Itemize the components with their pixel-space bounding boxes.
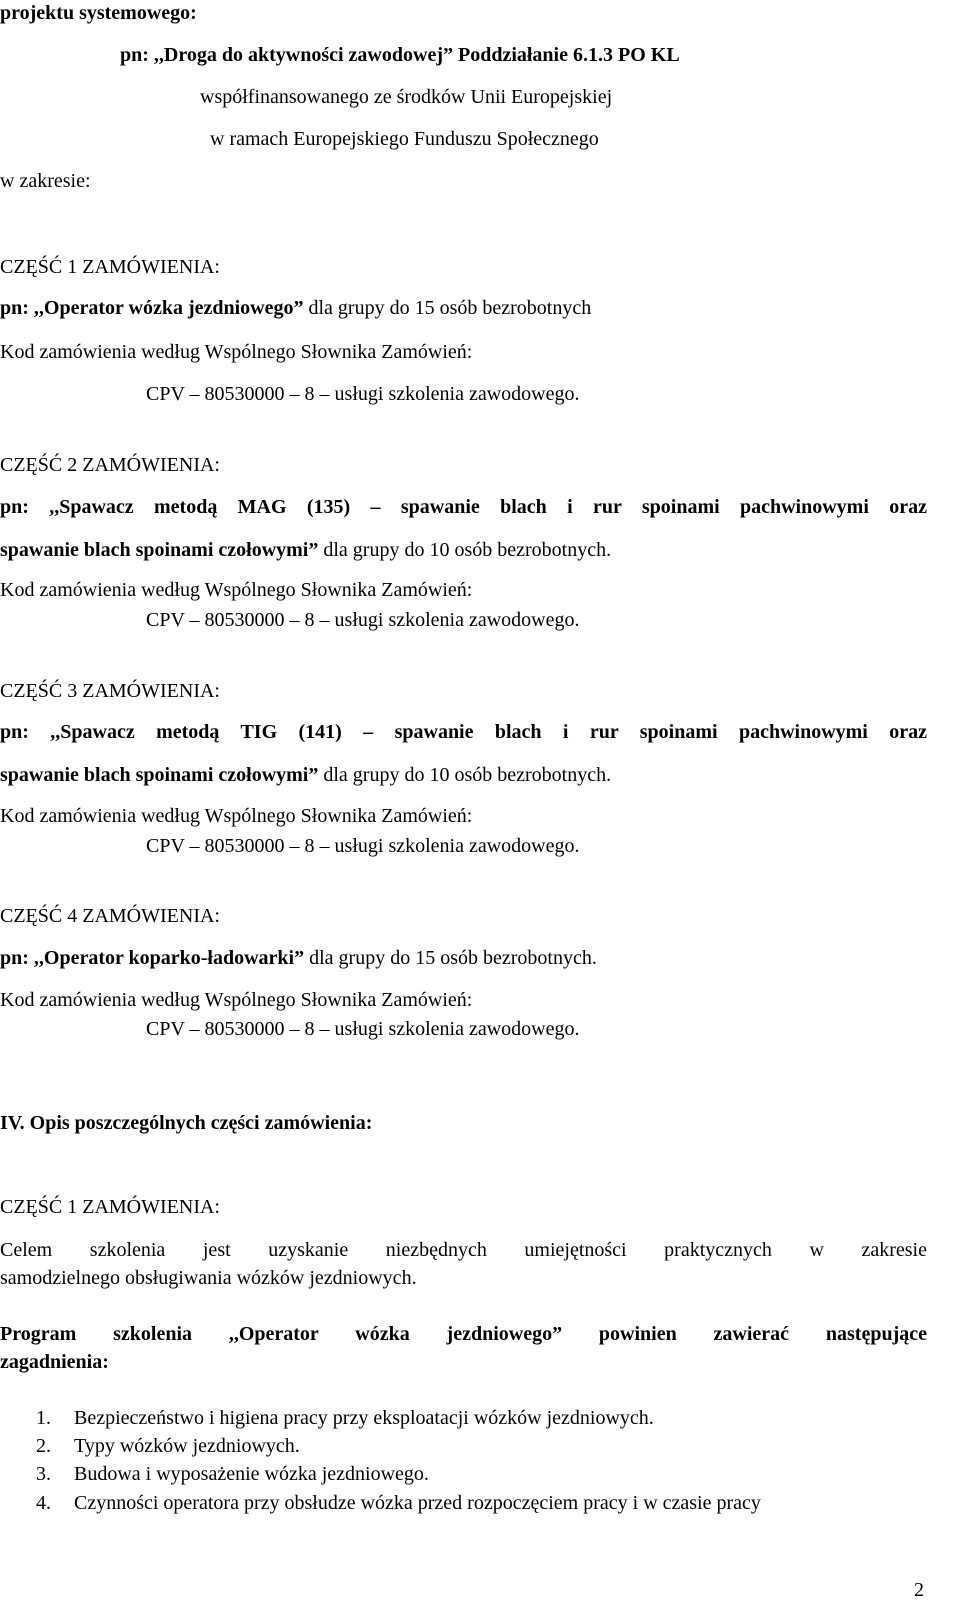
program-line1: Program szkolenia ,,Operator wózka jezdniowego” powinien zawierać następujące (0, 1323, 927, 1345)
part2-title-line2 (0, 540, 611, 560)
part3-heading: CZĘŚĆ 3 ZAMÓWIENIA: (0, 680, 220, 702)
section4-heading: IV. Opis poszczególnych części zamówienia: (0, 1112, 373, 1134)
part4-title-rest: dla grupy do 15 osób bezrobotnych. (304, 947, 597, 969)
goal-line1: Celem szkolenia jest uzyskanie niezbędnych umiejętności praktycznych w zakresie (0, 1239, 927, 1261)
fund-line: w ramach Europejskiego Funduszu Społecznego (210, 128, 599, 150)
list-item: Typy wózków jezdniowych. (74, 1435, 300, 1457)
cofinance-line: współfinansowanego ze środków Unii Europejskiej (200, 86, 613, 108)
part3-title-line2 (0, 765, 611, 785)
part4-cpv: CPV – 80530000 – 8 – usługi szkolenia zawodowego. (146, 1018, 580, 1040)
list-item: Czynności operatora przy obsłudze wózka przed rozpoczęciem pracy i w czasie pracy (74, 1492, 761, 1514)
page-number: 2 (914, 1579, 924, 1601)
list-item-number: 4. (36, 1492, 51, 1514)
scope-label: w zakresie: (0, 170, 91, 192)
project-name: pn: ,,Droga do aktywności zawodowej” Poddziałanie 6.1.3 PO KL (120, 44, 680, 66)
part1-title-bold: pn: ,,Operator wózka jezdniowego” (0, 297, 304, 319)
part3-code-label: Kod zamówienia według Wspólnego Słownika Zamówień: (0, 805, 473, 827)
part1-title (0, 298, 591, 318)
part4-code-label: Kod zamówienia według Wspólnego Słownika Zamówień: (0, 989, 473, 1011)
part2-line2-bold: spawanie blach spoinami czołowymi” (0, 539, 319, 561)
part4-title-bold: pn: ,,Operator koparko-ładowarki” (0, 947, 305, 969)
program-line2: zagadnienia: (0, 1351, 109, 1373)
list-item-number: 1. (36, 1407, 51, 1429)
part4-title (0, 948, 597, 968)
section4-part-heading: CZĘŚĆ 1 ZAMÓWIENIA: (0, 1196, 220, 1218)
part1-code-label: Kod zamówienia według Wspólnego Słownika Zamówień: (0, 341, 473, 363)
project-label: projektu systemowego: (0, 2, 197, 24)
part2-code-label: Kod zamówienia według Wspólnego Słownika Zamówień: (0, 579, 473, 601)
list-item-number: 2. (36, 1435, 51, 1457)
part4-heading: CZĘŚĆ 4 ZAMÓWIENIA: (0, 905, 220, 927)
part3-cpv: CPV – 80530000 – 8 – usługi szkolenia zawodowego. (146, 835, 580, 857)
part2-title-line1: pn: ,,Spawacz metodą MAG (135) – spawanie blach i rur spoinami pachwinowymi oraz (0, 496, 927, 518)
part1-cpv: CPV – 80530000 – 8 – usługi szkolenia zawodowego. (146, 383, 580, 405)
part3-title-line1: pn: ,,Spawacz metodą TIG (141) – spawanie blach i rur spoinami pachwinowymi oraz (0, 721, 927, 743)
part2-cpv: CPV – 80530000 – 8 – usługi szkolenia zawodowego. (146, 609, 580, 631)
part2-heading: CZĘŚĆ 2 ZAMÓWIENIA: (0, 454, 220, 476)
list-item: Bezpieczeństwo i higiena pracy przy eksploatacji wózków jezdniowych. (74, 1407, 654, 1429)
list-item-number: 3. (36, 1463, 51, 1485)
part1-title-rest: dla grupy do 15 osób bezrobotnych (303, 297, 592, 319)
list-item: Budowa i wyposażenie wózka jezdniowego. (74, 1463, 429, 1485)
part3-line2-bold: spawanie blach spoinami czołowymi” (0, 764, 319, 786)
part2-line2-rest: dla grupy do 10 osób bezrobotnych. (318, 539, 612, 561)
part3-line2-rest: dla grupy do 10 osób bezrobotnych. (318, 764, 612, 786)
part1-heading: CZĘŚĆ 1 ZAMÓWIENIA: (0, 256, 220, 278)
goal-line2: samodzielnego obsługiwania wózków jezdniowych. (0, 1267, 417, 1289)
